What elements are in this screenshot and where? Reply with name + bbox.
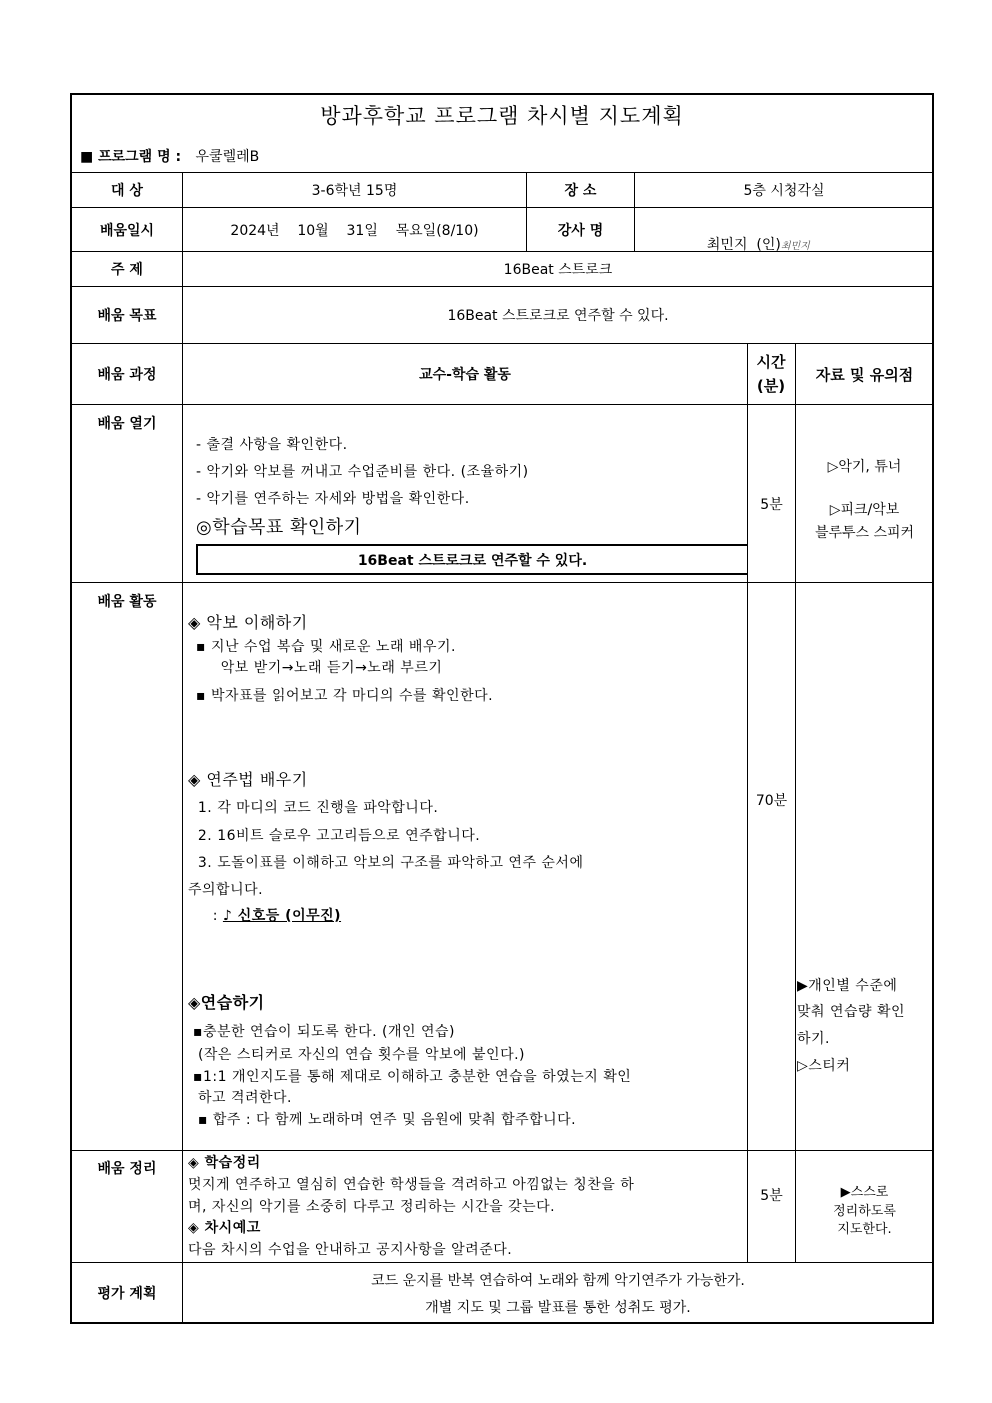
closing-time: 5분	[760, 1188, 783, 1204]
opening-material: ▷악기, 튜너	[827, 459, 902, 475]
page-title: 방과후학교 프로그램 차시별 지도계획	[320, 104, 684, 128]
closing-line: 멋지게 연주하고 열심히 연습한 학생들을 격려하고 아낌없는 칭찬을 하	[188, 1177, 635, 1193]
opening-material: ▷피크/악보	[829, 502, 900, 518]
activity-material: 하기.	[797, 1031, 830, 1047]
activity-material: ▶개인별 수준에	[797, 978, 898, 994]
goal-box: 16Beat 스트로크로 연주할 수 있다.	[196, 544, 747, 575]
row-divider	[71, 582, 933, 583]
activity-section-title: ◈ 악보 이해하기	[188, 613, 308, 632]
teacher-signature: 최민지	[780, 241, 810, 252]
teacher-name: 최민지 (인)	[706, 237, 781, 253]
program-name-row	[80, 146, 259, 166]
opening-line: - 악기를 연주하는 자세와 방법을 확인한다.	[196, 491, 470, 507]
activity-line: ▪ 합주 : 다 함께 노래하며 연주 및 음원에 맞춰 합주합니다.	[193, 1112, 577, 1128]
activity-section-title: ◈ 연주법 배우기	[188, 770, 308, 789]
header-time: 시간(분)	[756, 353, 786, 395]
program-label: ■ 프로그램 명 :	[80, 149, 182, 165]
activity-line: 주의합니다.	[188, 882, 264, 898]
activity-time: 70분	[755, 793, 788, 809]
song-title: ♪ 신호등 (이무진)	[222, 908, 342, 924]
activity-label: 배움 활동	[97, 594, 157, 610]
activity-line: 2. 16비트 슬로우 고고리듬으로 연주합니다.	[188, 828, 481, 844]
activity-material: ▷스티커	[797, 1058, 851, 1074]
activity-material: 맞춰 연습량 확인	[797, 1004, 906, 1020]
closing-material: 정리하도록	[833, 1204, 896, 1219]
row-divider	[71, 404, 933, 405]
header-process: 배움 과정	[97, 367, 157, 383]
header-activity: 교수-학습 활동	[419, 367, 511, 383]
target-value: 3-6학년 15명	[311, 183, 398, 199]
evaluation-label: 평가 계획	[97, 1286, 157, 1302]
goal-label: 배움 목표	[97, 308, 157, 324]
place-label: 장 소	[564, 183, 597, 199]
closing-line: 다음 차시의 수업을 안내하고 공지사항을 알려준다.	[188, 1242, 513, 1258]
closing-material: 지도한다.	[837, 1222, 892, 1237]
date-value: 2024년 10월 31일 목요일(8/10)	[230, 222, 479, 239]
target-label: 대 상	[111, 183, 143, 199]
song-prefix: :	[188, 908, 223, 924]
activity-line: 3. 도돌이표를 이해하고 악보의 구조를 파악하고 연주 순서에	[188, 855, 584, 871]
closing-material: ▶스스로	[840, 1185, 889, 1200]
evaluation-line: 개별 지도 및 그룹 발표를 통한 성취도 평가.	[425, 1300, 691, 1316]
goal-heading: ◎학습목표 확인하기	[196, 517, 362, 538]
activity-line: 1. 각 마디의 코드 진행을 파악합니다.	[188, 800, 439, 816]
opening-line: - 출결 사항을 확인한다.	[196, 437, 348, 453]
topic-value: 16Beat 스트로크	[503, 262, 613, 278]
opening-time: 5분	[760, 497, 783, 513]
closing-section-title: ◈ 학습정리	[188, 1155, 261, 1171]
activity-line: ▪ 박자표를 읽어보고 각 마디의 수를 확인한다.	[196, 688, 494, 704]
goal-value: 16Beat 스트로크로 연주할 수 있다.	[447, 308, 669, 324]
evaluation-line: 코드 운지를 반복 연습하여 노래와 함께 악기연주가 가능한가.	[371, 1273, 745, 1289]
closing-section-title: ◈ 차시예고	[188, 1220, 261, 1236]
song-row	[188, 905, 341, 925]
activity-line: 악보 받기→노래 듣기→노래 부르기	[196, 660, 443, 676]
row-divider	[71, 1262, 933, 1263]
opening-label: 배움 열기	[97, 416, 157, 432]
place-value: 5층 시청각실	[743, 183, 825, 199]
header-materials: 자료 및 유의점	[815, 365, 914, 384]
date-label: 배움일시	[99, 222, 155, 239]
column-divider	[795, 343, 796, 1262]
opening-line: - 악기와 악보를 꺼내고 수업준비를 한다. (조율하기)	[196, 464, 529, 480]
closing-line: 며, 자신의 악기를 소중히 다루고 정리하는 시간을 갖는다.	[188, 1199, 556, 1215]
activity-section-title: ◈연습하기	[188, 993, 265, 1012]
activity-line: ▪ 지난 수업 복습 및 새로운 노래 배우기.	[196, 639, 456, 655]
opening-material: 블루투스 스피커	[814, 525, 915, 541]
activity-line: 하고 격려한다.	[193, 1090, 292, 1106]
closing-label: 배움 정리	[97, 1161, 157, 1177]
program-name: 우쿨렐레B	[195, 149, 260, 165]
row-divider	[71, 1150, 933, 1151]
activity-line: ▪1:1 개인지도를 통해 제대로 이해하고 충분한 연습을 하였는지 확인	[193, 1069, 632, 1085]
teacher-value	[698, 218, 810, 254]
teacher-label: 강사 명	[557, 222, 604, 239]
topic-label: 주 제	[111, 262, 143, 278]
activity-line: (작은 스티커로 자신의 연습 횟수를 악보에 붙인다.)	[193, 1047, 526, 1063]
activity-line: ▪충분한 연습이 되도록 한다. (개인 연습)	[193, 1024, 455, 1040]
